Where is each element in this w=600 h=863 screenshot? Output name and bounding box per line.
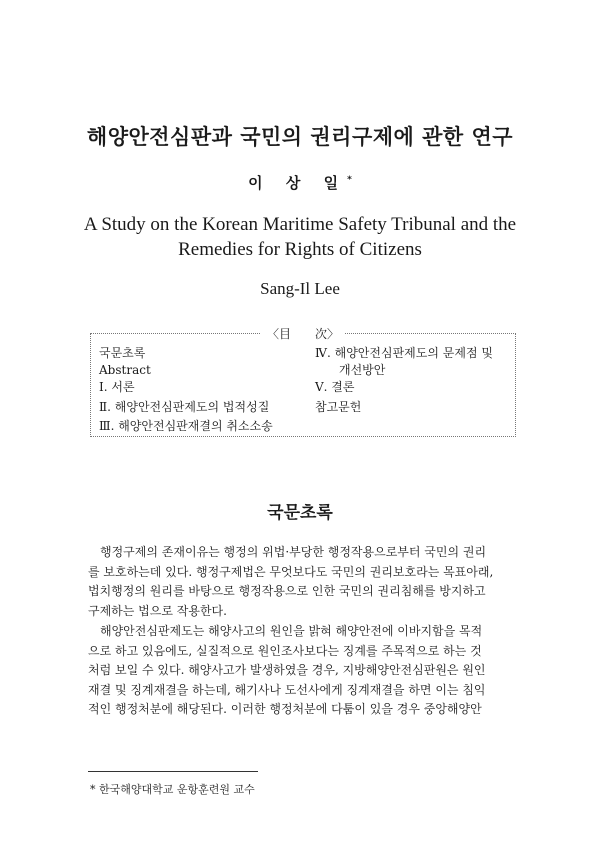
toc-item-legal-nature: Ⅱ. 해양안전심판제도의 법적성질 [99,400,270,414]
abstract-paragraph-1 [88,543,514,621]
paragraph-line: 구제하는 법으로 작용한다. [88,603,227,618]
author-name-korean [0,172,600,193]
toc-item-revocation-suit: Ⅲ. 해양안전심판재결의 취소소송 [99,419,273,433]
toc-item-abstract-en: Abstract [99,363,151,377]
author-footnote-mark: * [347,175,352,185]
toc-item-introduction: Ⅰ. 서론 [99,380,135,394]
toc-item-abstract-ko: 국문초록 [99,346,146,360]
paper-title-korean: 해양안전심판과 국민의 권리구제에 관한 연구 [86,125,514,149]
author-name-english: Sang-Il Lee [260,279,340,298]
author-name-korean-text: 이 상 일 [248,174,348,192]
toc-heading-text: 〈目 次〉 [261,327,345,341]
abstract-paragraph-2 [88,622,514,720]
toc-item-conclusion: Ⅴ. 결론 [315,380,355,394]
section-title-abstract: 국문초록 [267,503,333,523]
paragraph-line: 행정구제의 존재이유는 행정의 위법·부당한 행정작용으로부터 국민의 권리 [100,545,487,559]
toc-item-problems-cont: 개선방안 [339,363,386,377]
table-of-contents [90,327,516,437]
paragraph-line: 으로 하고 있음에도, 실질적으로 원인조사보다는 징계를 주목적으로 하는 것 [88,643,482,658]
toc-heading [91,325,515,342]
paragraph-line: 법치행정의 원리를 바탕으로 행정작용으로 인한 국민의 권리침해를 방지하고 [88,584,486,598]
toc-item-references: 참고문헌 [315,400,362,414]
paper-title-english: A Study on the Korean Maritime Safety Tribunal and the Remedies for Rights of Citizens [83,214,517,260]
footnote-affiliation: * 한국해양대학교 운항훈련원 교수 [90,783,255,796]
paragraph-line: 해양안전심판제도는 해양사고의 원인을 밝혀 해양안전에 이바지함을 목적 [100,624,483,638]
paragraph-line: 재결 및 징계재결을 하는데, 해기사나 도선사에게 징계재결을 하면 이는 침익 [88,682,486,697]
paragraph-line: 를 보호하는데 있다. 행정구제법은 무엇보다도 국민의 권리보호라는 목표아래, [88,564,494,579]
toc-item-problems: Ⅳ. 해양안전심판제도의 문제점 및 [315,346,493,360]
paragraph-line: 처럼 보일 수 있다. 해양사고가 발생하였을 경우, 지방해양안전심판원은 원인 [88,663,486,677]
paragraph-line: 적인 행정처분에 해당된다. 이러한 행정처분에 다툼이 있을 경우 중앙해양안 [88,702,482,716]
footnote-divider [88,771,258,772]
